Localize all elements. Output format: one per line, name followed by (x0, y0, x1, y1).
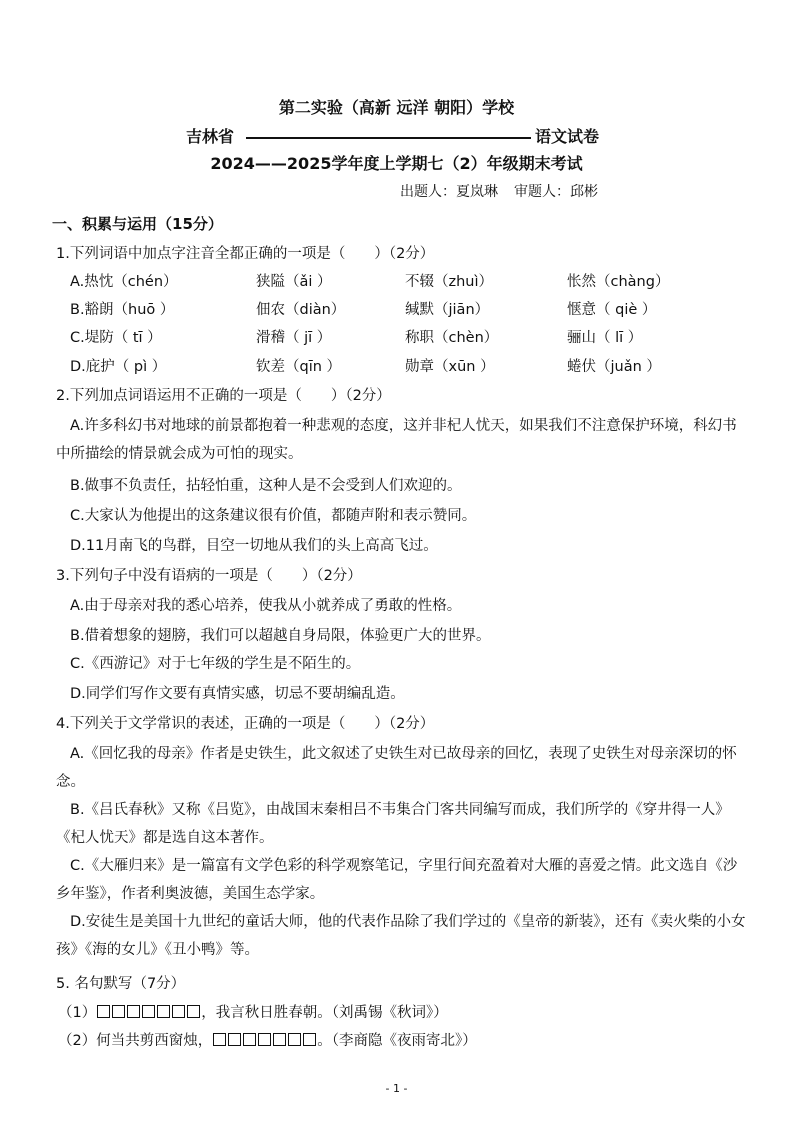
question-2-option-d: D.11月南飞的鸟群，目空一切地从我们的头上高高飞过。 (70, 538, 438, 554)
question-4-stem: 4.下列关于文学常识的表述，正确的一项是（ ）（2分） (56, 716, 435, 732)
question-2-option-a: A.许多科幻书对地球的前景都抱着一种悲观的态度，这并非杞人忧天，如果我们不注意保护环境，科幻书中所描绘的情景就会成为可怕的现实。 (56, 418, 737, 462)
option-cell: 钦差（qīn ） (256, 359, 342, 375)
recitation-line-2 (58, 1031, 477, 1051)
question-3-option-d: D.同学们写作文要有真情实感，切忌不要胡编乱造。 (70, 686, 405, 702)
section-heading: 一、积累与运用（15分） (52, 215, 223, 233)
question-3-stem: 3.下列句子中没有语病的一项是（ ）（2分） (56, 568, 362, 584)
reviewer: 审题人：邱彬 (514, 184, 598, 200)
recitation-suffix: ，我言秋日胜春朝。（刘禹锡《秋词》） (201, 1005, 448, 1021)
recitation-suffix: 。（李商隐《夜雨寄北》） (317, 1033, 477, 1049)
recitation-prefix: （2）何当共剪西窗烛， (58, 1033, 213, 1049)
subject: 语文试卷 (535, 127, 600, 146)
recitation-prefix: （1） (58, 1005, 97, 1021)
recitation-line-1 (58, 1003, 448, 1023)
option-cell: B.豁朗（huō ） (70, 302, 175, 318)
setter: 出题人：夏岚琳 (400, 184, 498, 200)
question-4-option-b: B.《吕氏春秋》又称《吕览》，由战国末秦相吕不韦集合门客共同编写而成，我们所学的《穿井得一人》《杞人忧天》都是选自这本著作。 (56, 802, 730, 846)
option-cell: 惬意（ qiè ） (567, 302, 657, 318)
authors (400, 182, 598, 202)
province: 吉林省 (186, 127, 235, 146)
option-cell: 狭隘（ǎi ） (256, 274, 332, 290)
option-cell: C.堤防（ tī ） (70, 330, 162, 346)
option-cell: 勋章（xūn ） (405, 359, 495, 375)
page-number: - 1 - (385, 1082, 408, 1095)
question-1-stem: 1.下列词语中加点字注音全都正确的一项是（ ）（2分） (56, 246, 435, 262)
school-title: 第二实验（高新 远洋 朝阳）学校 (278, 98, 515, 117)
option-cell: 缄默（jiān） (405, 302, 490, 318)
option-cell: D.庇护（ pì ） (70, 359, 167, 375)
option-cell: A.热忱（chén） (70, 274, 178, 290)
question-3-option-c: C.《西游记》对于七年级的学生是不陌生的。 (70, 656, 361, 672)
option-cell: 滑稽（ jī ） (256, 330, 332, 346)
option-cell: 不辍（zhuì） (405, 274, 494, 290)
option-cell: 蜷伏（juǎn ） (567, 359, 661, 375)
option-cell: 佃农（diàn） (256, 302, 346, 318)
question-4-option-a: A.《回忆我的母亲》作者是史铁生，此文叙述了史铁生对已故母亲的回忆，表现了史铁生对母亲深切的怀念。 (56, 746, 737, 790)
blank-boxes (96, 1005, 201, 1021)
option-cell: 骊山（ lī ） (567, 330, 643, 346)
title-rule (246, 137, 531, 139)
question-3-option-b: B.借着想象的翅膀，我们可以超越自身局限，体验更广大的世界。 (70, 628, 491, 644)
question-2-stem: 2.下列加点词语运用不正确的一项是（ ）（2分） (56, 388, 391, 404)
option-cell: 称职（chèn） (405, 330, 499, 346)
question-4-option-d: D.安徒生是美国十九世纪的童话大师，他的代表作品除了我们学过的《皇帝的新装》，还有《卖火柴的小女孩》《海的女儿》《丑小鸭》等。 (56, 914, 746, 958)
question-2-option-c: C.大家认为他提出的这条建议很有价值，都随声附和表示赞同。 (70, 508, 477, 524)
option-cell: 怅然（chàng） (567, 274, 670, 290)
question-2-option-b: B.做事不负责任，拈轻怕重，这种人是不会受到人们欢迎的。 (70, 478, 462, 494)
exam-title: 2024——2025学年度上学期七（2）年级期末考试 (210, 154, 583, 173)
blank-boxes (212, 1033, 317, 1049)
question-3-option-a: A.由于母亲对我的悉心培养，使我从小就养成了勇敢的性格。 (70, 598, 462, 614)
question-4-option-c: C.《大雁归来》是一篇富有文学色彩的科学观察笔记，字里行间充盈着对大雁的喜爱之情。此文选自《沙乡年鉴》，作者利奥波德，美国生态学家。 (56, 858, 738, 902)
question-5-stem: 5. 名句默写（7分） (56, 976, 186, 992)
